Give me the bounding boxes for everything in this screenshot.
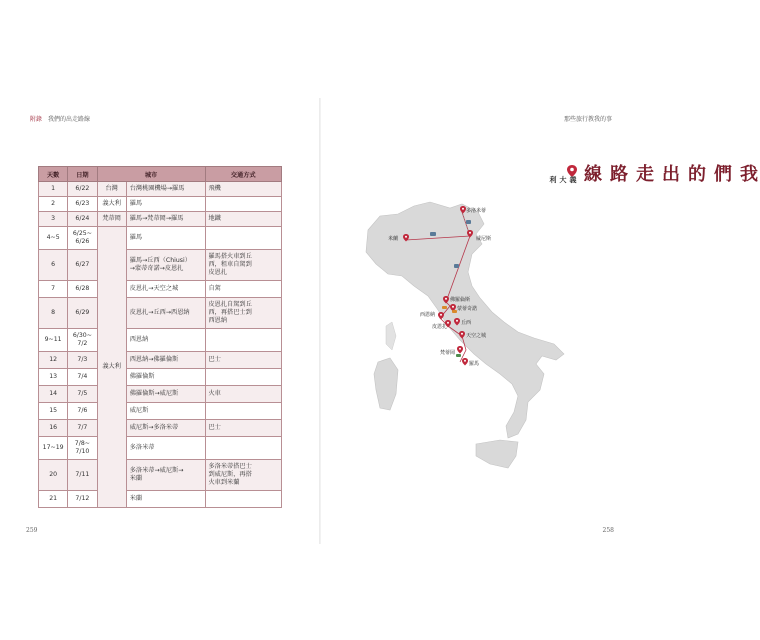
cell-date: 7/5: [68, 386, 97, 403]
cell-transport: 巴士: [205, 352, 282, 369]
cell-cities: 羅馬: [126, 197, 205, 212]
label-siena: 西恩納: [420, 312, 436, 318]
cell-day: 2: [39, 197, 68, 212]
page-number-right: 258: [602, 527, 614, 534]
cell-day: 8: [39, 298, 68, 329]
cell-day: 3: [39, 212, 68, 227]
appendix-tag: 附錄: [30, 116, 43, 123]
cell-country: 梵蒂岡: [97, 212, 126, 227]
train-icon-2: [454, 264, 459, 268]
right-page: [320, 98, 758, 544]
table-row: [39, 212, 282, 227]
label-chiusi: 丘西: [461, 320, 472, 326]
cell-cities: 佛羅倫斯→威尼斯: [126, 386, 205, 403]
cell-cities: 羅馬→梵蒂岡→羅馬: [126, 212, 205, 227]
cell-transport: [205, 491, 282, 508]
cell-date: 6/29: [68, 298, 97, 329]
cell-day: 6: [39, 250, 68, 281]
bus-icon: [466, 220, 471, 224]
cell-day: 7: [39, 281, 68, 298]
cell-cities: 皮恩扎→天空之城: [126, 281, 205, 298]
table-row: [39, 369, 282, 386]
table-row: [39, 281, 282, 298]
italy-route-map: [358, 194, 568, 494]
cell-transport: 飛機: [205, 182, 282, 197]
cell-day: 17~19: [39, 437, 68, 460]
cell-country: 台灣: [97, 182, 126, 197]
cell-cities: 威尼斯: [126, 403, 205, 420]
train-icon: [430, 232, 436, 236]
table-row: [39, 460, 282, 491]
table-row: [39, 250, 282, 281]
cell-country-merged: 義大利: [97, 227, 126, 508]
cell-day: 4~5: [39, 227, 68, 250]
table-row: [39, 491, 282, 508]
table-row: [39, 298, 282, 329]
cell-cities: 米蘭: [126, 491, 205, 508]
label-civita: 天空之城: [466, 333, 487, 339]
cell-transport: 自駕: [205, 281, 282, 298]
cell-cities: 威尼斯→多洛米蒂: [126, 420, 205, 437]
cell-transport: 羅馬搭火車到丘 西，租車自駕到 皮恩扎: [205, 250, 282, 281]
cell-cities: 佛羅倫斯: [126, 369, 205, 386]
right-running-header: 那些旅行教我的事: [563, 116, 612, 123]
cell-transport: [205, 227, 282, 250]
table-row: [39, 329, 282, 352]
cell-day: 1: [39, 182, 68, 197]
book-spread: [8, 98, 758, 544]
label-venice: 威尼斯: [476, 236, 492, 242]
cell-cities: 西恩納→佛羅倫斯: [126, 352, 205, 369]
cell-cities: 皮恩扎→丘西→西恩納: [126, 298, 205, 329]
header-date: 日期: [68, 167, 97, 182]
cell-date: 7/7: [68, 420, 97, 437]
label-montecchio: 蒙蒂奇諾: [457, 306, 478, 312]
cell-transport: 皮恩扎自駕到丘 西，再搭巴士到 西恩納: [205, 298, 282, 329]
cell-cities: 多洛米蒂: [126, 437, 205, 460]
cell-cities: 西恩納: [126, 329, 205, 352]
page-title: 我們的出走路線: [581, 164, 758, 183]
cell-day: 9~11: [39, 329, 68, 352]
table-row: [39, 437, 282, 460]
itinerary-table: [38, 166, 282, 508]
cell-transport: 火車: [205, 386, 282, 403]
cell-cities: 多洛米蒂→威尼斯→ 米蘭: [126, 460, 205, 491]
cell-date: 7/11: [68, 460, 97, 491]
table-row: [39, 403, 282, 420]
cell-cities: 羅馬: [126, 227, 205, 250]
sicily: [476, 440, 518, 468]
label-pienza: 皮恩扎: [432, 324, 448, 330]
table-row: [39, 182, 282, 197]
pin-rome: [462, 358, 468, 366]
left-header-title: 我們的出走路線: [48, 116, 91, 123]
cell-date: 6/25~ 6/26: [68, 227, 97, 250]
left-page: [8, 98, 320, 544]
table-row: [39, 227, 282, 250]
cell-transport: 巴士: [205, 420, 282, 437]
label-milan: 米蘭: [388, 236, 399, 242]
cell-date: 7/4: [68, 369, 97, 386]
cell-day: 13: [39, 369, 68, 386]
cell-transport: [205, 329, 282, 352]
cell-date: 6/22: [68, 182, 97, 197]
left-running-header: [30, 114, 90, 123]
cell-transport: [205, 197, 282, 212]
bus-icon-2: [442, 306, 447, 309]
country-tag: 義大利: [549, 176, 577, 183]
page-number-left: 259: [26, 527, 38, 534]
corsica: [386, 322, 396, 350]
label-rome: 羅馬: [469, 361, 480, 367]
cell-date: 6/27: [68, 250, 97, 281]
cell-day: 14: [39, 386, 68, 403]
table-header-row: [39, 167, 282, 182]
cell-cities: 羅馬→丘西（Chiusi） →蒙蒂奇諾→皮恩扎: [126, 250, 205, 281]
cell-date: 6/23: [68, 197, 97, 212]
header-transport: 交通方式: [205, 167, 282, 182]
label-dolomiti: 多洛米蒂: [466, 208, 487, 214]
pin-vatican: [457, 346, 463, 354]
cell-transport: 多洛米蒂搭巴士 到威尼斯，再搭 火車到米蘭: [205, 460, 282, 491]
cell-date: 7/6: [68, 403, 97, 420]
sardinia: [374, 358, 398, 410]
cell-cities: 台灣桃園機場→羅馬: [126, 182, 205, 197]
metro-icon: [456, 354, 461, 357]
cell-day: 21: [39, 491, 68, 508]
cell-transport: [205, 403, 282, 420]
cell-day: 20: [39, 460, 68, 491]
table-row: [39, 386, 282, 403]
cell-date: 6/24: [68, 212, 97, 227]
cell-date: 6/30~ 7/2: [68, 329, 97, 352]
header-day: 天數: [39, 167, 68, 182]
cell-date: 7/12: [68, 491, 97, 508]
cell-date: 6/28: [68, 281, 97, 298]
cell-transport: 地鐵: [205, 212, 282, 227]
cell-date: 7/3: [68, 352, 97, 369]
cell-day: 16: [39, 420, 68, 437]
cell-day: 12: [39, 352, 68, 369]
cell-transport: [205, 369, 282, 386]
cell-country: 義大利: [97, 197, 126, 212]
label-vatican: 梵蒂岡: [440, 350, 456, 356]
cell-date: 7/8~ 7/10: [68, 437, 97, 460]
table-row: [39, 420, 282, 437]
cell-day: 15: [39, 403, 68, 420]
table-row: [39, 352, 282, 369]
header-city: 城市: [97, 167, 205, 182]
cell-transport: [205, 437, 282, 460]
table-row: [39, 197, 282, 212]
label-florence: 佛羅倫斯: [450, 297, 471, 303]
